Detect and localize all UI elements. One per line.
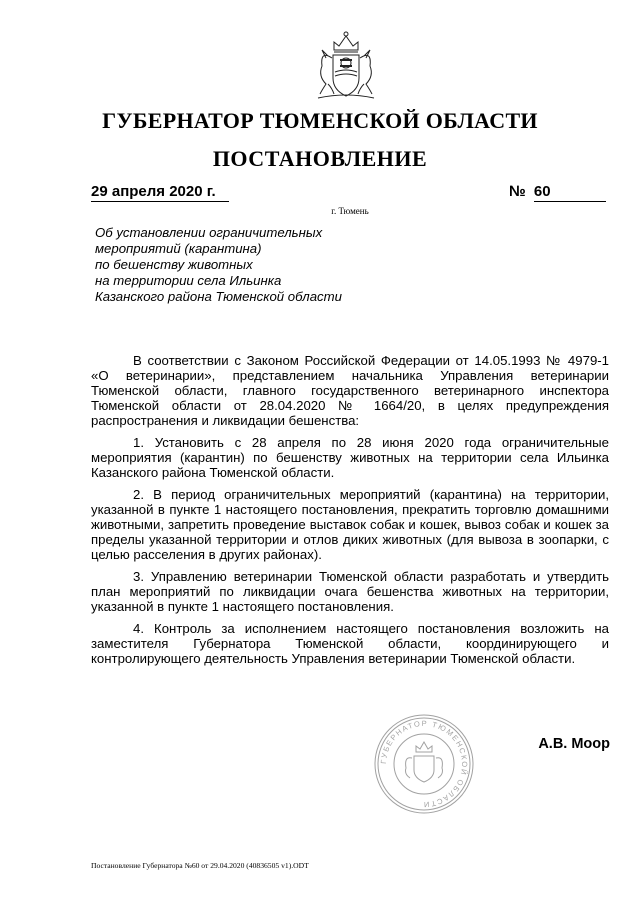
subject-line: мероприятий (карантина) <box>95 241 262 256</box>
clause-3-paragraph: 3. Управлению ветеринарии Тюменской области разработать и утвердить план мероприятий по ликвидации очага бешенства животных на территории, указанной в пункте 1 настоящего постановления. <box>91 569 609 614</box>
official-seal-icon <box>372 712 476 816</box>
subject-line: Об установлении ограничительных <box>95 225 323 240</box>
document-subject <box>95 225 395 305</box>
document-number: 60 <box>534 183 606 202</box>
document-date: 29 апреля 2020 г. <box>91 183 229 202</box>
clause-4-paragraph: 4. Контроль за исполнением настоящего постановления возложить на заместителя Губернатора Тюменской области, координирующего и контролирующего деятельность Управления ветеринарии Тюменской области. <box>91 621 609 666</box>
signatory-name: А.В. Моор <box>538 736 610 752</box>
document-footer: Постановление Губернатора №60 от 29.04.2020 (40836505 v1).ODT <box>91 861 309 870</box>
coat-of-arms-icon <box>304 28 388 104</box>
subject-line: на территории села Ильинка <box>95 273 282 288</box>
clause-1-paragraph: 1. Установить с 28 апреля по 28 июня 2020 года ограничительные мероприятия (карантин) по бешенству животных на территории села Ильинка Казанского района Тюменской области. <box>91 435 609 480</box>
clause-2-paragraph: 2. В период ограничительных мероприятий (карантина) на территории, указанной в пункте 1 настоящего постановления, прекратить торговлю домашними животными, запретить проведение выставок собак и кошек, вывоз собак и кошек за пределы указанной территории и отлов диких животных (для вывоза в зоопарки, с целью расселения в других районах). <box>91 487 609 562</box>
document-type-title: ПОСТАНОВЛЕНИЕ <box>212 146 428 171</box>
number-prefix: № <box>509 183 526 200</box>
issue-city: г. Тюмень <box>331 206 369 216</box>
svg-text:ГУБЕРНАТОР ТЮМЕНСКОЙ ОБЛАСТИ <box>379 719 469 809</box>
preamble-paragraph: В соответствии с Законом Российской Федерации от 14.05.1993 № 4979-1 «О ветеринарии», представлением начальника Управления ветеринарии Тюменской области, главного государственного ветеринарного инспектора Тюменской области от 28.04.2020 № 1664/20, в целях предупреждения распространения и ликвидации бешенства: <box>91 353 609 428</box>
seal-text: ГУБЕРНАТОР ТЮМЕНСКОЙ ОБЛАСТИ <box>378 718 470 810</box>
subject-line: Казанского района Тюменской области <box>95 289 342 304</box>
document-body <box>91 353 609 673</box>
document-number-field <box>509 183 605 202</box>
subject-line: по бешенству животных <box>95 257 253 272</box>
issuer-title: ГУБЕРНАТОР ТЮМЕНСКОЙ ОБЛАСТИ <box>102 108 538 133</box>
